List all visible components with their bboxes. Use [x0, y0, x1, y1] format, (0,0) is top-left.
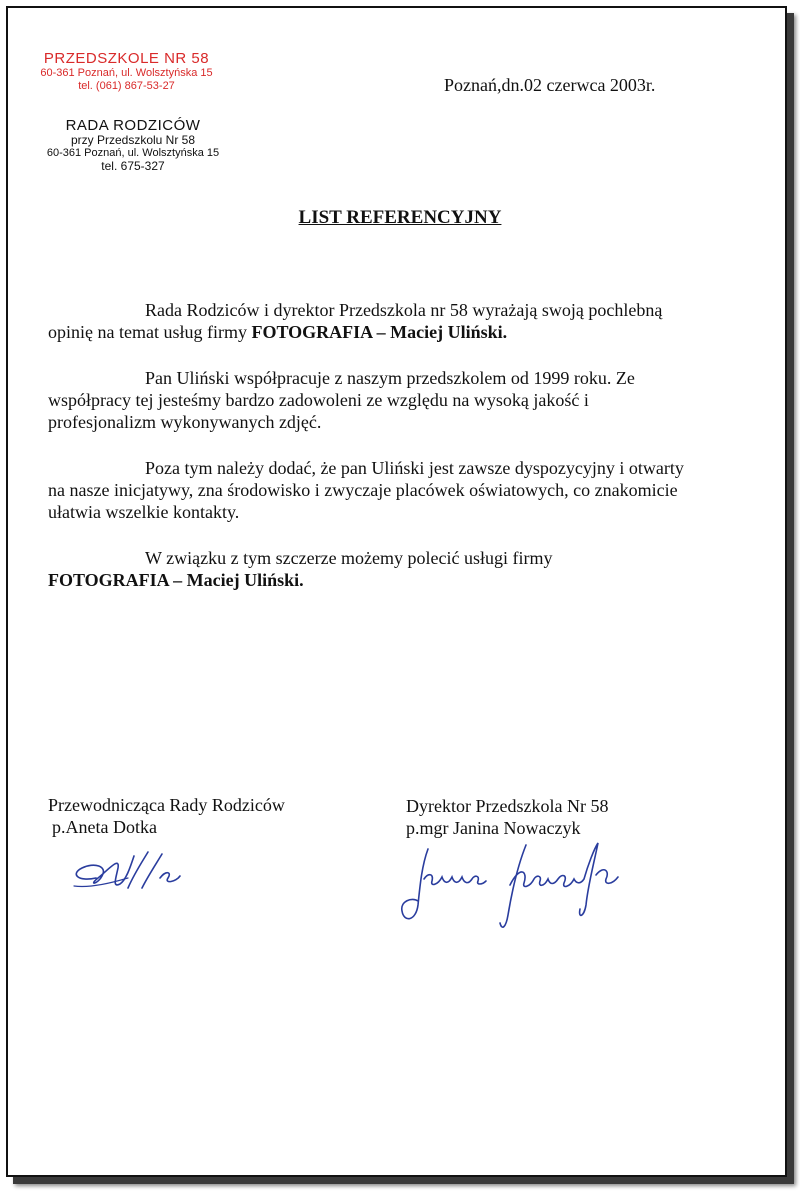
company-name-bold: FOTOGRAFIA – Maciej Uliński: [251, 322, 503, 342]
letter-title: LIST REFERENCYJNY: [298, 207, 502, 228]
paragraph-1-text: Rada Rodziców i dyrektor Przedszkola nr 58 wyrażają swoją pochlebną opinię na temat usług firmy: [48, 300, 663, 342]
signature-left-name: p.Aneta Dotka: [52, 817, 157, 837]
signature-right-role: Dyrektor Przedszkola Nr 58: [406, 796, 609, 816]
document-page: [6, 6, 787, 1177]
school-stamp-phone: tel. (061) 867-53-27: [78, 80, 175, 92]
school-stamp-address: 60-361 Poznań, ul. Wolsztyńska 15: [40, 67, 213, 79]
paragraph-4-text: W związku z tym szczerze możemy polecić usługi firmy: [145, 548, 553, 568]
paragraph-1: [48, 299, 688, 343]
school-stamp-name: PRZEDSZKOLE NR 58: [43, 50, 210, 67]
paragraph-2: [48, 367, 688, 433]
signature-block-left: [48, 794, 285, 838]
letter-date: Poznań,dn.02 czerwca 2003r.: [444, 75, 656, 95]
council-stamp-name: RADA RODZICÓW: [65, 117, 201, 134]
company-name-closing: FOTOGRAFIA – Maciej Uliński.: [48, 570, 304, 590]
signature-left-role: Przewodnicząca Rady Rodziców: [48, 795, 285, 815]
paragraph-4: [48, 547, 688, 591]
signature-right-name: p.mgr Janina Nowaczyk: [406, 818, 581, 838]
school-stamp: [34, 50, 219, 93]
handwritten-signature-left: [68, 848, 193, 898]
paragraph-1-period: .: [502, 322, 508, 342]
council-stamp: [38, 118, 228, 173]
signature-block-right: [406, 795, 608, 839]
handwritten-signature-right: [398, 835, 638, 935]
council-stamp-address: 60-361 Poznań, ul. Wolsztyńska 15: [46, 147, 220, 159]
council-stamp-phone: tel. 675-327: [101, 159, 165, 173]
paragraph-2-text: Pan Uliński współpracuje z naszym przedszkolem od 1999 roku. Ze współpracy tej jesteśmy bardzo zadowoleni ze względu na wysoką jakość i profesjonalizm wykonywanych zdjęć.: [48, 368, 635, 432]
council-stamp-subtitle: przy Przedszkolu Nr 58: [70, 133, 196, 147]
paragraph-3-text: Poza tym należy dodać, że pan Uliński jest zawsze dyspozycyjny i otwarty na nasze inicjatywy, zna środowisko i zwyczaje placówek oświatowych, co znakomicie ułatwia wszelkie kontakty.: [48, 458, 684, 522]
paragraph-3: [48, 457, 688, 523]
